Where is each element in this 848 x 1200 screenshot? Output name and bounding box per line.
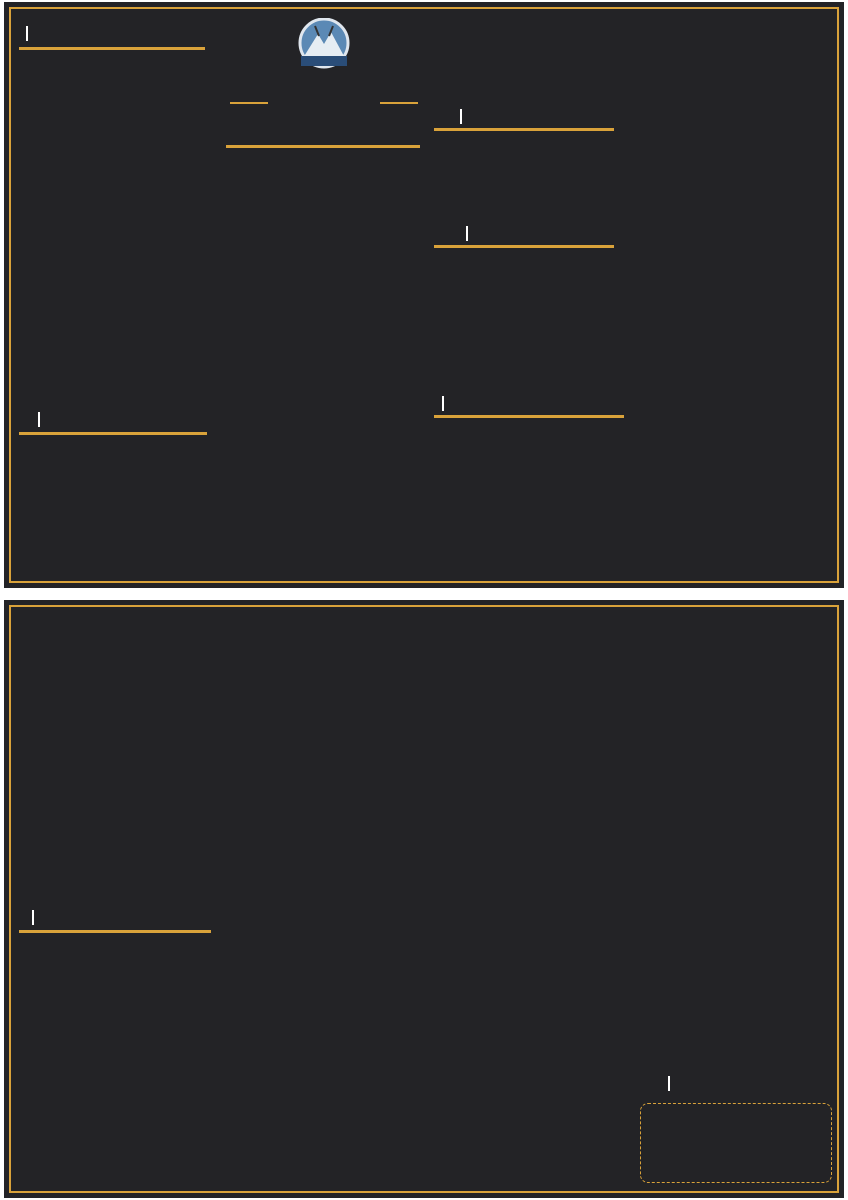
section-hot-header — [34, 410, 44, 430]
menu-item — [434, 257, 614, 270]
menu-page-top — [4, 2, 844, 588]
section-share-header — [28, 908, 38, 928]
title-rule — [230, 102, 268, 104]
section-underline — [19, 47, 205, 50]
item-english-name — [434, 257, 614, 270]
duck-size-row — [144, 560, 206, 580]
menu-item — [230, 244, 412, 256]
item-chinese-name — [230, 244, 412, 256]
section-underline — [434, 415, 624, 418]
gold-frame — [9, 7, 839, 583]
sweet-box — [640, 1103, 832, 1183]
duck-sizes — [144, 520, 206, 580]
section-signature-header — [438, 394, 448, 413]
section-underline — [434, 128, 614, 131]
title-underline — [226, 145, 420, 148]
section-cold-header — [22, 24, 32, 44]
stag-logo-icon — [293, 18, 355, 74]
item-chinese-name — [230, 198, 412, 210]
section-underline — [19, 432, 207, 435]
section-bbq-header — [462, 224, 472, 244]
duck-size-row — [144, 540, 206, 560]
menu-item — [230, 198, 412, 210]
section-soup-header — [456, 107, 466, 127]
section-underline — [19, 930, 211, 933]
title-rule — [380, 102, 418, 104]
section-sweet-header — [664, 1074, 674, 1094]
menu-page-bottom — [4, 600, 844, 1198]
section-underline — [434, 245, 614, 248]
duck-size-row — [144, 520, 206, 540]
